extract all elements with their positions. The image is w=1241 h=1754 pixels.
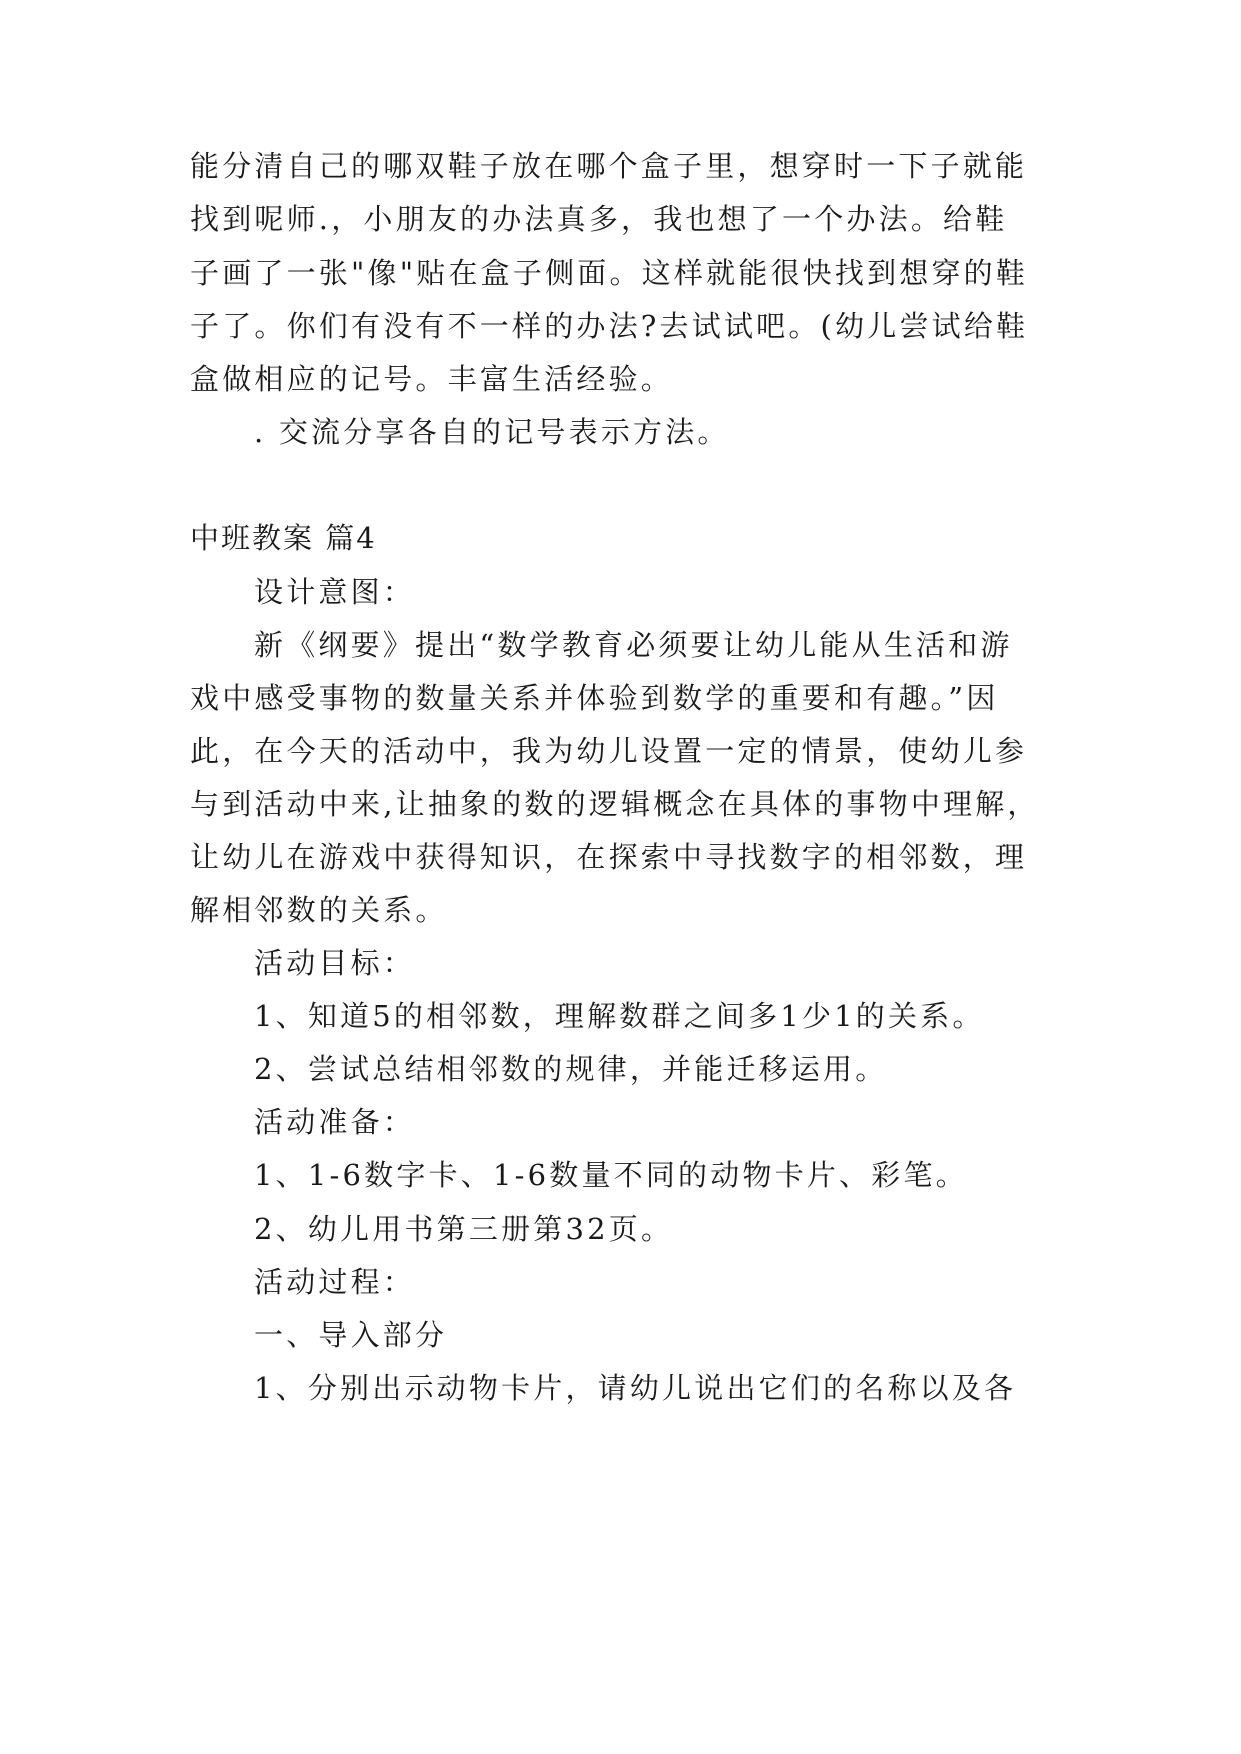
process-part-heading: 一、导入部分 xyxy=(254,1318,448,1352)
paragraph-line: 此，在今天的活动中，我为幼儿设置一定的情景，使幼儿参 xyxy=(190,734,1028,768)
goals-label: 活动目标： xyxy=(254,946,416,980)
paragraph-line: 与到活动中来,让抽象的数的逻辑概念在具体的事物中理解， xyxy=(190,787,1040,821)
paragraph-line: 子画了一张"像"贴在盒子侧面。这样就能很快找到想穿的鞋 xyxy=(190,256,1029,290)
prep-item: 1、1-6数字卡、1-6数量不同的动物卡片、彩笔。 xyxy=(254,1158,968,1192)
section-heading: 中班教案 篇4 xyxy=(190,521,377,555)
process-label: 活动过程： xyxy=(254,1265,416,1299)
prep-item: 2、幼儿用书第三册第32页。 xyxy=(254,1212,674,1246)
paragraph-line: 找到呢师.，小朋友的办法真多，我也想了一个办法。给鞋 xyxy=(190,202,1008,236)
paragraph-line: 戏中感受事物的数量关系并体验到数学的重要和有趣。”因 xyxy=(190,681,999,715)
goal-item: 1、知道5的相邻数，理解数群之间多1少1的关系。 xyxy=(254,999,985,1033)
prep-label: 活动准备： xyxy=(254,1105,416,1139)
paragraph-line: 解相邻数的关系。 xyxy=(190,893,448,927)
goal-item: 2、尝试总结相邻数的规律，并能迁移运用。 xyxy=(254,1052,888,1086)
paragraph-line: 让幼儿在游戏中获得知识，在探索中寻找数字的相邻数，理 xyxy=(190,840,1028,874)
paragraph-line: 盒做相应的记号。丰富生活经验。 xyxy=(190,362,674,396)
design-intent-label: 设计意图： xyxy=(254,575,416,609)
paragraph-text: . 交流分享各自的记号表示方法。 xyxy=(254,415,730,449)
process-step: 1、分别出示动物卡片，请幼儿说出它们的名称以及各 xyxy=(254,1371,1017,1405)
paragraph-line: 新《纲要》提出“数学教育必须要让幼儿能从生活和游 xyxy=(254,628,1013,662)
paragraph-line: 能分清自己的哪双鞋子放在哪个盒子里，想穿时一下子就能 xyxy=(190,149,1028,183)
paragraph-line: 子了。你们有没有不一样的办法?去试试吧。(幼儿尝试给鞋 xyxy=(190,309,1029,343)
